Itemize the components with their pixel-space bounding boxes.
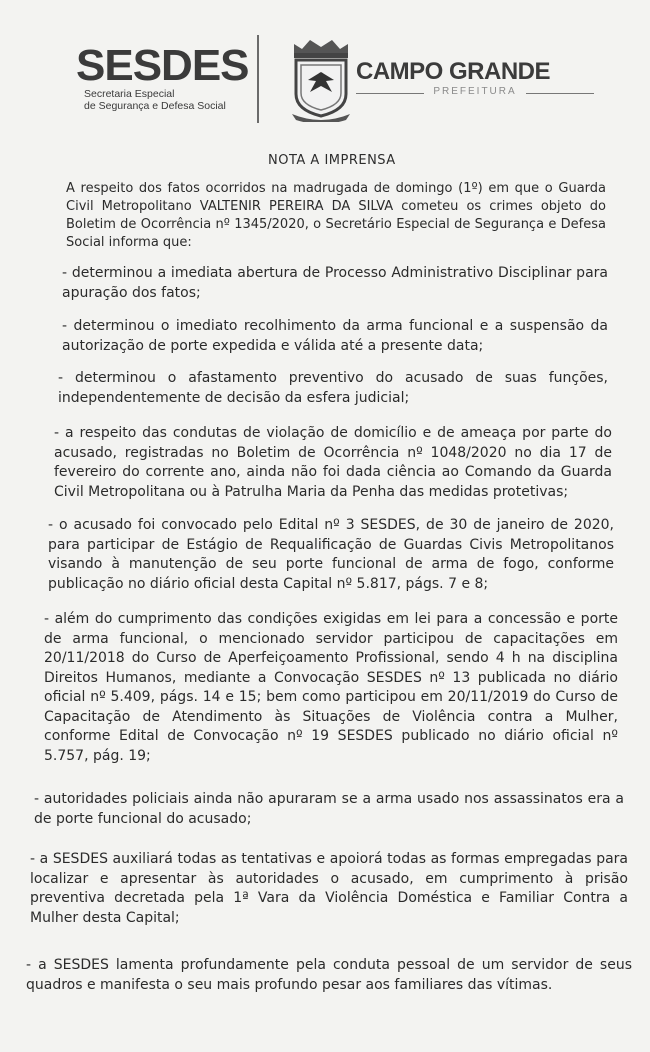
intro-paragraph: A respeito dos fatos ocorridos na madrugada de domingo (1º) em que o Guarda Civil Metropolitano VALTENIR PEREIRA DA SILVA cometeu os crimes objeto do Boletim de Ocorrência nº 1345/2020, o Secretário Especial de Segurança e Defesa Social informa que: bbox=[66, 181, 606, 250]
sesdes-logo-text: SESDES bbox=[76, 41, 249, 90]
city-subtitle: PREFEITURA bbox=[433, 86, 517, 97]
item-paragraph-4: - a respeito das condutas de violação de domicílio e de ameaça por parte do acusado, registradas no Boletim de Ocorrência nº 1048/2020 no dia 17 de fevereiro do corrente ano, ainda não foi dada ciência ao Comando da Guarda Civil Metropolitana ou à Patrulha Maria da Penha das medidas protetivas; bbox=[54, 425, 612, 500]
sesdes-subtitle-line1: Secretaria Especial bbox=[84, 88, 175, 100]
document-title: NOTA A IMPRENSA bbox=[268, 153, 396, 168]
item-paragraph-3: - determinou o afastamento preventivo do acusado de suas funções, independentemente de decisão da esfera judicial; bbox=[58, 370, 608, 406]
item-paragraph-5: - o acusado foi convocado pelo Edital nº 3 SESDES, de 30 de janeiro de 2020, para participar de Estágio de Requalificação de Guardas Civis Metropolitanos visando à manutenção de seu porte funcional de arma de fogo, conforme publicação no diário oficial desta Capital nº 5.817, págs. 7 e 8; bbox=[48, 517, 614, 592]
item-paragraph-8: - a SESDES auxiliará todas as tentativas e apoiorá todas as formas empregadas para localizar e apresentar às autoridades o acusado, em cumprimento à prisão preventiva decretada pela 1ª Vara da Violência Doméstica e Familiar Contra a Mulher desta Capital; bbox=[30, 851, 628, 926]
item-paragraph-2: - determinou o imediato recolhimento da arma funcional e a suspensão da autorização de porte expedida e válida até a presente data; bbox=[62, 318, 608, 354]
sesdes-subtitle-line2: de Segurança e Defesa Social bbox=[84, 100, 226, 112]
item-paragraph-7: - autoridades policiais ainda não apuraram se a arma usado nos assassinatos era a de porte funcional do acusado; bbox=[34, 791, 624, 827]
item-paragraph-1: - determinou a imediata abertura de Processo Administrativo Disciplinar para apuração dos fatos; bbox=[62, 265, 608, 301]
item-paragraph-6: - além do cumprimento das condições exigidas em lei para a concessão e porte de arma funcional, o mencionado servidor participou de capacitações em 20/11/2018 do Curso de Aperfeiçoamento Profissional, sendo 4 h na disciplina Direitos Humanos, mediante a Convocação SESDES nº 13 publicada no diário oficial nº 5.409, págs. 14 e 15; bem como participou em 20/11/2019 do Curso de Capacitação de Atendimento às Situações de Violência contra a Mulher, conforme Edital de Convocação nº 19 SESDES publicado no diário oficial nº 5.757, pág. 19; bbox=[44, 611, 618, 764]
item-paragraph-9: - a SESDES lamenta profundamente pela conduta pessoal de um servidor de seus quadros e manifesta o seu mais profundo pesar aos familiares das vítimas. bbox=[26, 957, 632, 993]
city-title: CAMPO GRANDE bbox=[356, 58, 551, 85]
